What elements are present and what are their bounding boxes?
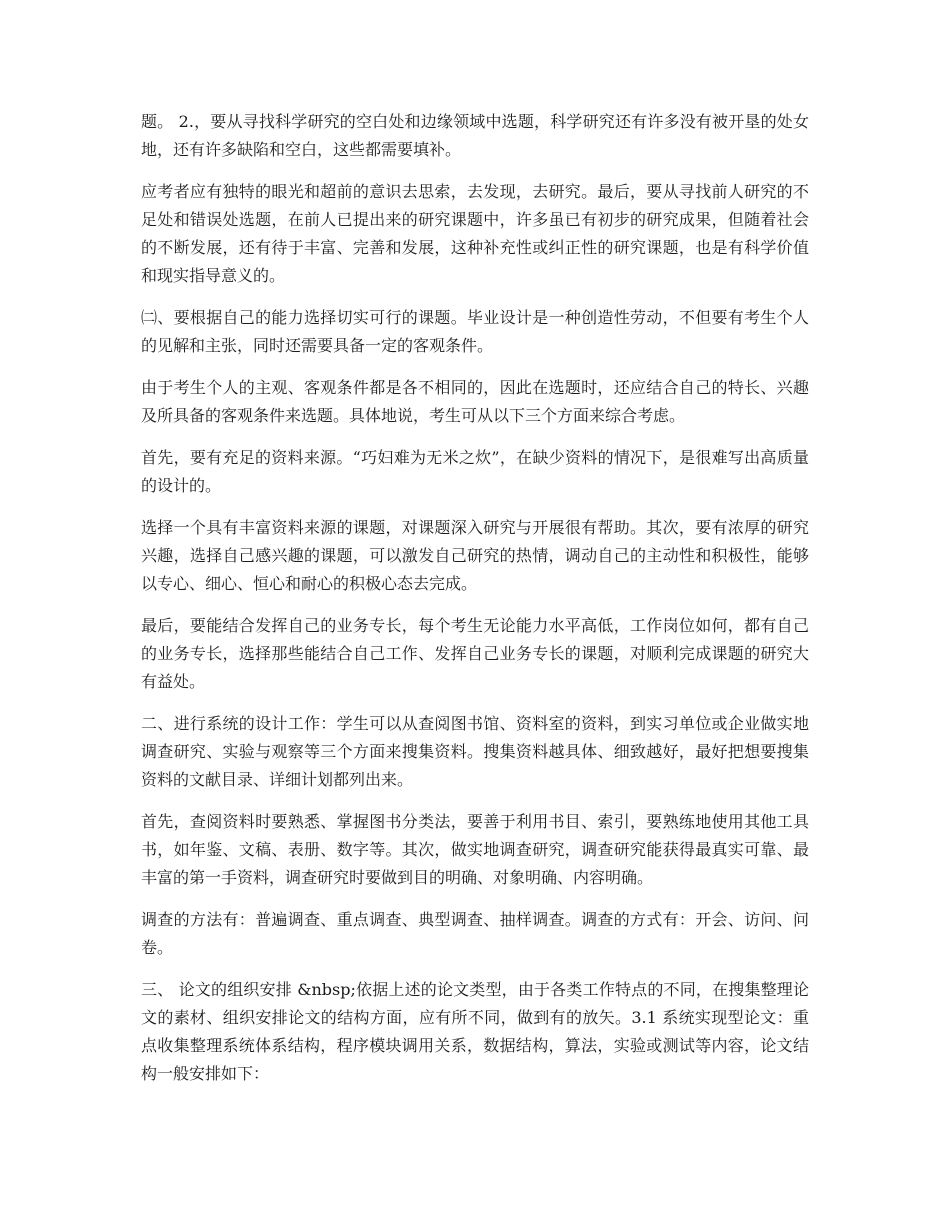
document-page [141, 108, 809, 1102]
paragraph-8: 二、进行系统的设计工作：学生可以从查阅图书馆、资料室的资料，到实习单位或企业做实地调查研究、实验与观察等三个方面来搜集资料。搜集资料越具体、细致越好，最好把想要搜集资料的文献目录、详细计划都列出来。 [141, 714, 809, 789]
paragraph-9: 首先，查阅资料时要熟悉、掌握图书分类法，要善于利用书目、索引，要熟练地使用其他工具书，如年鉴、文稿、表册、数字等。其次，做实地调查研究，调查研究能获得最真实可靠、最丰富的第一手资料，调查研究时要做到目的明确、对象明确、内容明确。 [141, 812, 809, 887]
paragraph-6: 选择一个具有丰富资料来源的课题，对课题深入研究与开展很有帮助。其次，要有浓厚的研究兴趣，选择自己感兴趣的课题，可以激发自己研究的热情，调动自己的主动性和积极性，能够以专心、细心、恒心和耐心的积极心态去完成。 [141, 518, 809, 593]
paragraph-2: 应考者应有独特的眼光和超前的意识去思索，去发现，去研究。最后，要从寻找前人研究的不足处和错误处选题，在前人已提出来的研究课题中，许多虽已有初步的研究成果，但随着社会的不断发展，还有待于丰富、完善和发展，这种补充性或纠正性的研究课题，也是有科学价值和现实指导意义的。 [141, 182, 809, 285]
paragraph-10: 调查的方法有：普遍调查、重点调查、典型调查、抽样调查。调查的方式有：开会、访问、问卷。 [141, 910, 809, 957]
paragraph-11: 三、 论文的组织安排 &nbsp;依据上述的论文类型，由于各类工作特点的不同，在搜集整理论文的素材、组织安排论文的结构方面，应有所不同，做到有的放矢。3.1 系统实现型论文：重点收集整理系统体系结构，程序模块调用关系，数据结构，算法，实验或测试等内容，论文结构一般安排如下： [141, 980, 809, 1083]
paragraph-5: 首先，要有充足的资料来源。“巧妇难为无米之炊”，在缺少资料的情况下，是很难写出高质量的设计的。 [141, 448, 809, 495]
paragraph-3: ㈡、要根据自己的能力选择切实可行的课题。毕业设计是一种创造性劳动，不但要有考生个人的见解和主张，同时还需要具备一定的客观条件。 [141, 308, 809, 355]
paragraph-1: 题。 2.，要从寻找科学研究的空白处和边缘领域中选题，科学研究还有许多没有被开垦的处女地，还有许多缺陷和空白，这些都需要填补。 [141, 112, 809, 159]
paragraph-7: 最后，要能结合发挥自己的业务专长，每个考生无论能力水平高低，工作岗位如何，都有自己的业务专长，选择那些能结合自己工作、发挥自己业务专长的课题，对顺利完成课题的研究大有益处。 [141, 616, 809, 691]
paragraph-4: 由于考生个人的主观、客观条件都是各不相同的，因此在选题时，还应结合自己的特长、兴趣及所具备的客观条件来选题。具体地说，考生可从以下三个方面来综合考虑。 [141, 378, 809, 425]
